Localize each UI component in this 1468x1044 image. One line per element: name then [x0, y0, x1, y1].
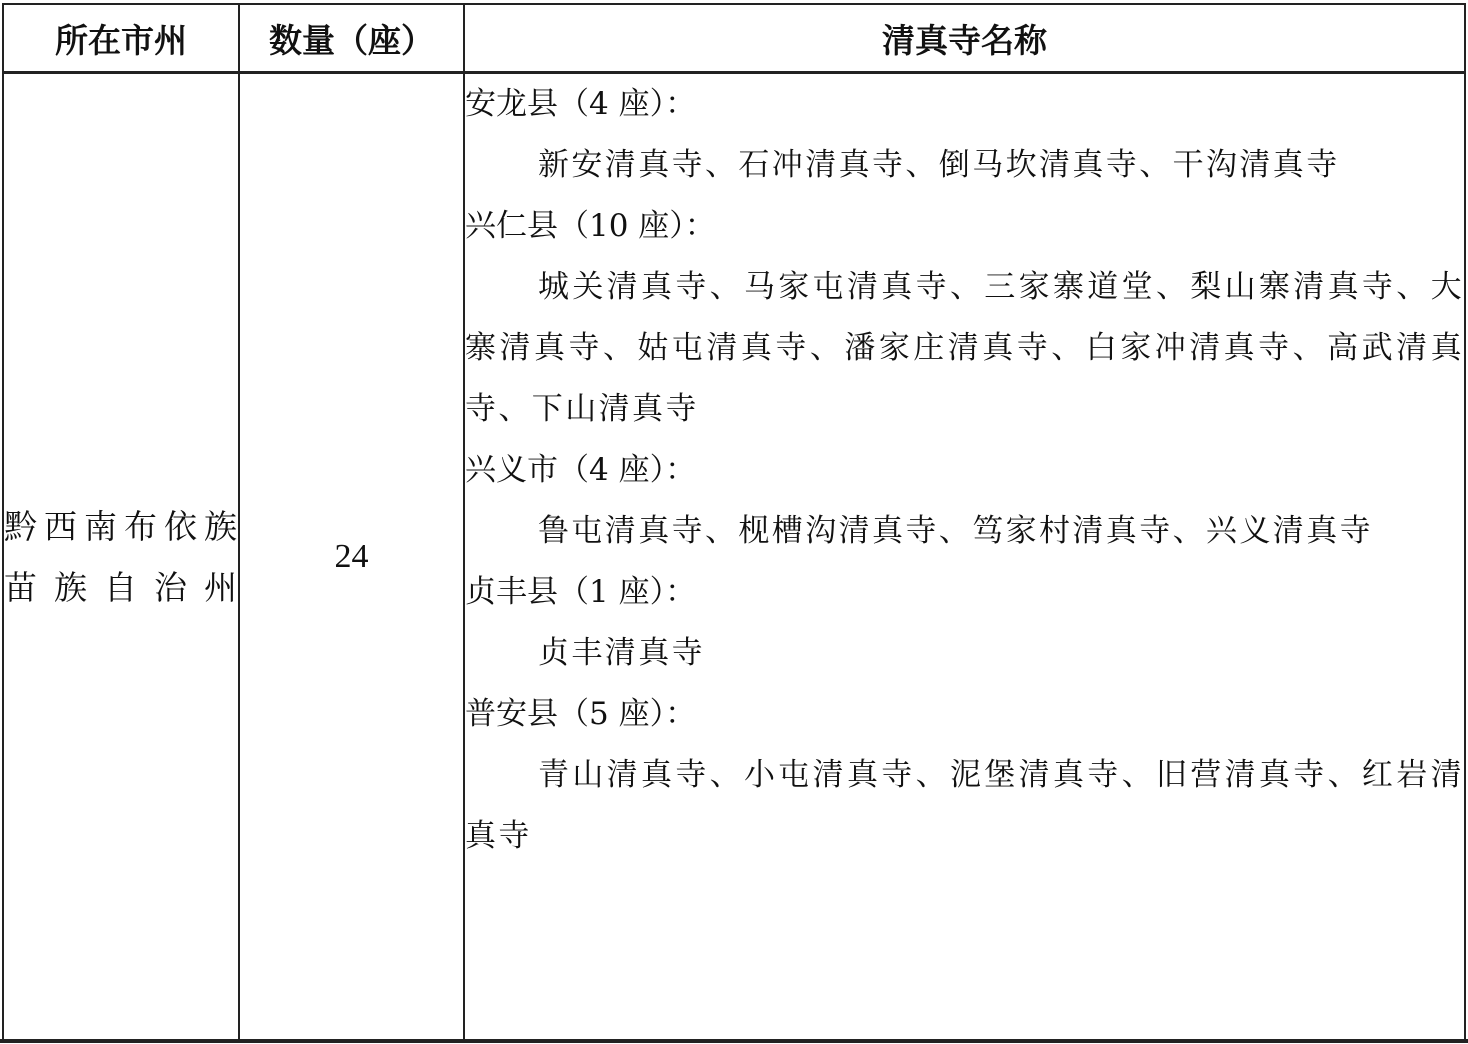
- county-block-anlong: [465, 74, 1464, 196]
- header-names: 清真寺名称: [464, 4, 1465, 73]
- county-block-xingyi: [465, 440, 1464, 562]
- header-count: 数量（座）: [239, 4, 464, 73]
- header-row: [3, 4, 1465, 73]
- county-heading: 普安县（5 座）：: [465, 696, 697, 732]
- mosque-table: [2, 3, 1466, 1041]
- bottom-rule: [0, 1039, 1468, 1043]
- county-mosque-list: 青山清真寺、小屯清真寺、泥堡清真寺、旧营清真寺、红岩清真寺: [465, 757, 1464, 854]
- table-row: [3, 73, 1465, 1041]
- county-heading: 安龙县（4 座）：: [465, 86, 697, 122]
- header-region: 所在市州: [3, 4, 239, 73]
- county-mosque-list: 城关清真寺、马家屯清真寺、三家寨道堂、梨山寨清真寺、大寨清真寺、姑屯清真寺、潘家庄清真寺、白家冲清真寺、高武清真寺、下山清真寺: [465, 269, 1464, 427]
- county-heading: 贞丰县（1 座）：: [465, 574, 697, 610]
- county-mosque-list: 鲁屯清真寺、枧槽沟清真寺、笃家村清真寺、兴义清真寺: [538, 513, 1373, 549]
- county-block-zhenfeng: [465, 562, 1464, 684]
- county-heading: 兴仁县（10 座）：: [465, 208, 716, 244]
- county-heading: 兴义市（4 座）：: [465, 452, 697, 488]
- county-mosque-list: 贞丰清真寺: [538, 635, 705, 671]
- count-cell: 24: [239, 73, 464, 1041]
- county-mosque-list: 新安清真寺、石冲清真寺、倒马坎清真寺、干沟清真寺: [538, 147, 1340, 183]
- county-block-xingren: [465, 196, 1464, 440]
- names-cell: [464, 73, 1465, 1041]
- county-block-puan: [465, 684, 1464, 867]
- region-cell: 黔西南布依族苗族自治州: [3, 73, 239, 1041]
